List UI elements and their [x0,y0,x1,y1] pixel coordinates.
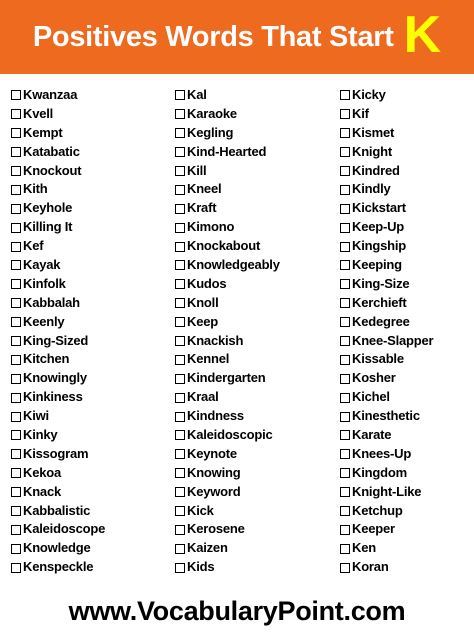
checkbox-square-icon [11,185,21,195]
word-label: Knight-Like [352,483,422,499]
checkbox-square-icon [11,525,21,535]
checkbox-square-icon [340,487,350,497]
word-label: Knee-Slapper [352,332,434,348]
list-item [340,445,470,464]
word-label: Keenly [23,313,65,329]
checkbox-square-icon [11,563,21,573]
checkbox-square-icon [340,468,350,478]
checkbox-square-icon [340,506,350,516]
list-item [175,369,340,388]
list-item [175,332,340,351]
word-label: Kal [187,87,207,102]
checkbox-square-icon [175,166,185,176]
list-item [340,124,470,143]
word-label: Kick [187,502,214,518]
list-item [340,369,470,388]
list-item [175,350,340,369]
checkbox-square-icon [175,487,185,497]
word-label: Knack [23,483,62,499]
checkbox-square-icon [175,506,185,516]
list-item [340,483,470,502]
checkbox-square-icon [340,336,350,346]
checkbox-square-icon [11,374,21,384]
checkbox-square-icon [175,128,185,138]
list-item [175,445,340,464]
list-item [11,143,175,162]
word-label: Killing It [23,219,73,235]
word-label: Knoll [187,294,219,310]
list-item [11,237,175,256]
checkbox-square-icon [340,242,350,252]
word-label: Kabbalistic [23,502,91,518]
checkbox-square-icon [175,260,185,270]
list-item [340,388,470,407]
checkbox-square-icon [340,260,350,270]
word-label: Kichel [352,389,390,405]
checkbox-square-icon [11,449,21,459]
list-item [340,180,470,199]
list-item [175,426,340,445]
list-item [11,313,175,332]
list-item [175,256,340,275]
checkbox-square-icon [11,393,21,403]
page-title: Positives Words That Start [32,20,394,53]
word-label: King-Sized [23,332,89,348]
list-item [340,558,470,577]
list-item [340,218,470,237]
word-label: Kef [23,238,44,254]
list-item [11,350,175,369]
list-item [340,350,470,369]
word-label: Kaleidoscope [23,521,106,537]
checkbox-square-icon [175,317,185,327]
word-label: Kedegree [352,313,410,329]
list-item [175,388,340,407]
checkbox-square-icon [340,298,350,308]
checkbox-square-icon [340,279,350,289]
word-label: Kismet [352,124,395,140]
word-label: Keeper [352,521,395,537]
word-label: Kinky [23,427,58,443]
checkbox-square-icon [11,298,21,308]
checkbox-square-icon [11,223,21,233]
word-column-3 [340,86,470,577]
word-label: Ken [352,540,376,556]
list-item [340,162,470,181]
website-footer: www.VocabularyPoint.com [68,596,406,626]
checkbox-square-icon [175,449,185,459]
checkbox-square-icon [175,185,185,195]
word-label: Knockabout [187,238,261,254]
list-item [340,86,470,105]
word-label: Kvell [23,105,54,121]
word-label: Kitchen [23,351,70,367]
list-item [340,105,470,124]
list-item [175,86,340,105]
checkbox-square-icon [11,468,21,478]
checkbox-square-icon [340,166,350,176]
list-item [11,388,175,407]
checkbox-square-icon [175,430,185,440]
checkbox-square-icon [175,109,185,119]
word-label: Kindly [352,181,391,197]
word-label: Kennel [187,351,230,367]
checkbox-square-icon [11,242,21,252]
list-item [175,294,340,313]
word-label: Kaizen [187,540,228,556]
list-item [340,237,470,256]
word-label: Knees-Up [352,445,412,461]
checkbox-square-icon [11,204,21,214]
word-label: Kids [187,559,215,575]
word-label: Knight [352,143,392,159]
word-label: Kudos [187,275,227,291]
checkbox-square-icon [340,374,350,384]
word-label: Kerosene [187,521,245,537]
word-label: Karate [352,427,392,443]
checkbox-square-icon [11,544,21,554]
checkbox-square-icon [11,487,21,497]
checkbox-square-icon [340,109,350,119]
word-label: Knowledge [23,540,91,556]
checkbox-square-icon [340,430,350,440]
list-item [11,483,175,502]
list-item [340,502,470,521]
list-item [340,539,470,558]
word-label: Keep-Up [352,219,405,235]
word-label: Kraal [187,389,219,405]
checkbox-square-icon [175,223,185,233]
list-item [11,464,175,483]
word-label: Kempt [23,124,63,140]
word-columns [11,86,471,577]
checkbox-square-icon [11,430,21,440]
checkbox-square-icon [175,90,185,100]
checkbox-square-icon [340,544,350,554]
list-item [175,520,340,539]
checkbox-square-icon [11,109,21,119]
word-label: Keyword [187,483,241,499]
checkbox-square-icon [175,563,185,573]
list-item [340,199,470,218]
checkbox-square-icon [340,317,350,327]
word-label: Kith [23,181,48,197]
word-label: Kind-Hearted [187,143,267,159]
word-label: Keyhole [23,200,73,216]
word-label: Kissable [352,351,404,367]
word-label: Kindred [352,162,400,178]
word-label: Kayak [23,257,61,273]
list-item [11,275,175,294]
header-banner [0,0,474,74]
checkbox-square-icon [175,374,185,384]
word-label: Keep [187,313,218,329]
list-item [11,407,175,426]
list-item [175,162,340,181]
list-item [11,369,175,388]
word-label: Kwanzaa [23,87,78,102]
title-letter: K [403,6,442,64]
checkbox-square-icon [175,147,185,157]
list-item [11,162,175,181]
word-label: Kingdom [352,464,407,480]
checkbox-square-icon [175,204,185,214]
word-column-1 [11,86,175,577]
list-item [175,105,340,124]
word-label: Kaleidoscopic [187,427,273,443]
word-label: Kissogram [23,445,89,461]
list-item [11,332,175,351]
checkbox-square-icon [175,412,185,422]
list-item [175,313,340,332]
list-item [175,483,340,502]
list-item [11,445,175,464]
checkbox-square-icon [175,298,185,308]
word-label: Kicky [352,87,386,102]
word-label: Keeping [352,257,402,273]
checkbox-square-icon [11,317,21,327]
word-label: Keynote [187,445,237,461]
checkbox-square-icon [175,468,185,478]
list-item [11,180,175,199]
list-item [11,426,175,445]
list-item [340,520,470,539]
list-item [11,124,175,143]
list-item [175,180,340,199]
checkbox-square-icon [340,128,350,138]
word-label: Kekoa [23,464,62,480]
list-item [175,124,340,143]
checkbox-square-icon [340,204,350,214]
word-label: Knockout [23,162,82,178]
word-label: Kif [352,105,369,121]
word-label: Kingship [352,238,407,254]
list-item [175,539,340,558]
word-label: Kindergarten [187,370,266,386]
list-item [11,502,175,521]
list-item [175,237,340,256]
checkbox-square-icon [175,336,185,346]
word-label: Koran [352,559,389,575]
word-label: Knowing [187,464,241,480]
checkbox-square-icon [340,412,350,422]
word-label: Kerchieft [352,294,407,310]
list-item [340,294,470,313]
checkbox-square-icon [340,393,350,403]
checkbox-square-icon [340,90,350,100]
checkbox-square-icon [11,506,21,516]
list-item [175,502,340,521]
checkbox-square-icon [340,355,350,365]
list-item [11,199,175,218]
list-item [175,199,340,218]
list-item [175,407,340,426]
word-label: Ketchup [352,502,403,518]
list-item [11,256,175,275]
checkbox-square-icon [11,412,21,422]
checkbox-square-icon [340,563,350,573]
word-label: Karaoke [187,105,237,121]
checkbox-square-icon [11,166,21,176]
checkbox-square-icon [340,147,350,157]
word-label: Kinkiness [23,389,83,405]
list-item [175,464,340,483]
word-label: Kraft [187,200,217,216]
list-item [11,539,175,558]
list-item [175,218,340,237]
list-item [340,464,470,483]
list-item [340,256,470,275]
checkbox-square-icon [175,393,185,403]
word-label: Katabatic [23,143,80,159]
list-item [11,105,175,124]
list-item [340,407,470,426]
checkbox-square-icon [11,90,21,100]
word-label: Kickstart [352,200,406,216]
list-item [175,558,340,577]
word-label: Kabbalah [23,294,80,310]
word-label: Knackish [187,332,244,348]
checkbox-square-icon [11,355,21,365]
checkbox-square-icon [175,544,185,554]
word-label: King-Size [352,275,410,291]
word-label: Kindness [187,408,244,424]
list-item [340,143,470,162]
checkbox-square-icon [11,336,21,346]
list-item [11,558,175,577]
list-item [340,426,470,445]
checkbox-square-icon [11,147,21,157]
word-label: Kinfolk [23,275,66,291]
word-label: Knowingly [23,370,87,386]
checkbox-square-icon [340,223,350,233]
word-label: Kneel [187,181,222,197]
checkbox-square-icon [11,260,21,270]
word-label: Kill [187,162,207,178]
checkbox-square-icon [11,128,21,138]
word-label: Kinesthetic [352,408,420,424]
word-column-2 [175,86,340,577]
list-item [340,275,470,294]
list-item [175,275,340,294]
word-label: Knowledgeably [187,257,280,273]
checkbox-square-icon [340,525,350,535]
list-item [11,294,175,313]
checkbox-square-icon [11,279,21,289]
checkbox-square-icon [340,185,350,195]
list-item [340,313,470,332]
word-label: Kegling [187,124,234,140]
checkbox-square-icon [175,525,185,535]
list-item [175,143,340,162]
word-label: Kiwi [23,408,49,424]
list-item [340,332,470,351]
word-label: Kenspeckle [23,559,94,575]
checkbox-square-icon [175,279,185,289]
list-item [11,218,175,237]
checkbox-square-icon [175,242,185,252]
word-label: Kosher [352,370,396,386]
list-item [11,520,175,539]
word-label: Kimono [187,219,235,235]
checkbox-square-icon [175,355,185,365]
checkbox-square-icon [340,449,350,459]
list-item [11,86,175,105]
